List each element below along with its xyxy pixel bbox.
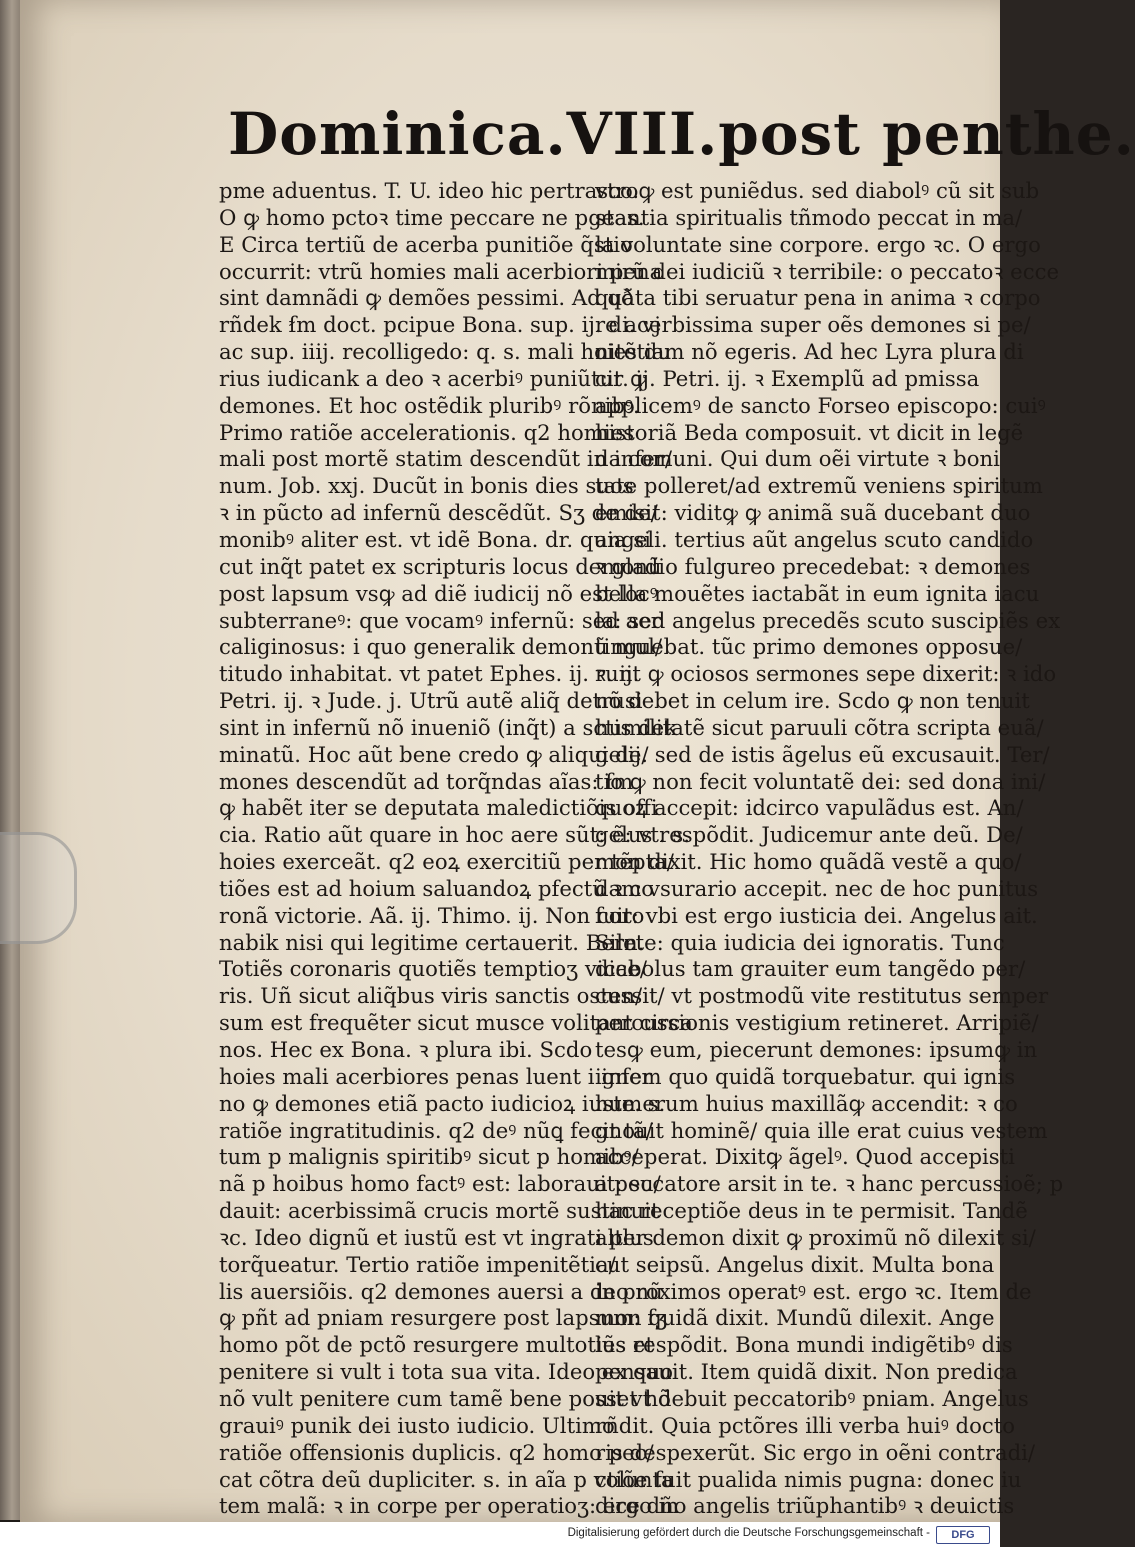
text-line: E Circa tertiũ de acerba punitiõe q̃stio <box>219 231 633 257</box>
text-line: sint in infernũ nõ inueniõ (inq̃t) a sctis dek <box>219 714 678 740</box>
text-line: gelus respõdit. Judicemur ante deũ. De/ <box>595 822 1023 848</box>
text-line: la voluntate sine corpore. ergo ꝛc. O ergo <box>595 231 1041 257</box>
text-line: dam vsurario accepit. nec de hoc punitus <box>595 875 1039 901</box>
text-line: angeli. tertius aũt angelus scuto candido <box>595 526 1034 552</box>
text-line: cit. ij. Petri. ij. ꝛ Exemplũ ad pmissa <box>595 365 980 391</box>
text-line: hac receptiõe deus in te permisit. Tandẽ <box>595 1198 1028 1224</box>
text-line: no ꝙ demones etiã pacto iudicioꝝ iuste. s. <box>219 1090 666 1116</box>
text-line: ratiõe offensionis duplicis. q2 homo pec/ <box>219 1439 654 1465</box>
footer-credit: Digitalisierung gefördert durch die Deutsche Forschungsgemeinschaft - <box>567 1527 930 1539</box>
text-line: tinguebat. tũc primo demones opposue/ <box>595 634 1023 660</box>
text-line: hoies mali acerbiores penas luent i infer <box>219 1063 653 1089</box>
text-line: demones. Et hoc ostẽdik pluribꝰ rõnibꝰ. <box>219 392 640 418</box>
text-line: a peccatore arsit in te. ꝛ hanc percussioẽ; p <box>595 1171 1064 1197</box>
text-line: emisit: viditꝙ ꝙ animã suã ducebant duo <box>595 500 1031 526</box>
text-line: stantia spiritualis tñmodo peccat in ma/ <box>595 204 1023 230</box>
book-clip <box>0 832 77 944</box>
text-line: nitẽtiam nõ egeris. Ad hec Lyra plura di <box>595 339 1024 365</box>
text-line: rñdit. Quia pctõres illi verba huiꝰ docto <box>595 1412 1015 1438</box>
text-line: grauiꝰ punik dei iusto iudicio. Ultimo <box>219 1412 615 1438</box>
text-line: num. Job. xxj. Ducũt in bonis dies suos <box>219 473 634 499</box>
text-line: alter demon dixit ꝙ proximũ nõ dilexit si/ <box>595 1224 1036 1250</box>
text-line: tem malã: ꝛ in corpe per operatioʒ: ergo in <box>219 1493 680 1519</box>
text-line: rñdek ẜm doct. pcipue Bona. sup. ij. di. vj <box>219 312 661 338</box>
text-line: humerum huius maxillãꝙ accendit: ꝛ co <box>595 1090 1018 1116</box>
text-line: rius iudicank a deo ꝛ acerbiꝰ puniũtur ꝙ <box>219 365 646 391</box>
text-line: dauit: acerbissimã crucis mortẽ sustinuit <box>219 1198 660 1224</box>
text-line: ris despexerũt. Sic ergo in oẽni contradi/ <box>595 1439 1036 1465</box>
text-line: cut seipsũ. Angelus dixit. Multa bona <box>595 1251 995 1277</box>
text-line: ꝛ in pũcto ad infernũ descẽdũt. Sʒ de de/ <box>219 500 658 526</box>
text-line: nõ debet in celum ire. Scdo ꝙ non tenuit <box>595 688 1030 714</box>
text-line: homo põt de pctõ resurgere multotiẽs et <box>219 1332 654 1358</box>
text-line: minatũ. Hoc aũt bene credo ꝙ aliqui de/ <box>219 741 649 767</box>
text-line: ris. Uñ sicut aliq̃bus viris sanctis osten/ <box>219 983 643 1009</box>
text-line: nã p hoibus homo factꝰ est: laborauit: su/ <box>219 1171 661 1197</box>
text-line: mon dixit. Hic homo quãdã vestẽ a quo/ <box>595 849 1022 875</box>
text-line: historiã Beda composuit. vt dicit in legẽ <box>595 419 1024 445</box>
dfg-logo: DFG <box>936 1526 990 1544</box>
text-line: humilitatẽ sicut paruuli cõtra scripta euã/ <box>595 714 1044 740</box>
text-line: nabik nisi qui legitime certauerit. Bern. <box>219 929 645 955</box>
text-line: ꝛ gladio fulgureo precedebat: ꝛ demones <box>595 553 1031 579</box>
text-line: subterraneꝰ: que vocamꝰ infernũ: sed aer <box>219 607 661 633</box>
text-line: occurrit: vtrũ homies mali acerbiori pena <box>219 258 663 284</box>
text-line: cia. Ratio aũt quare in hoc aere sũt: ẽ: vt. s. <box>219 822 690 848</box>
footer-bar <box>0 1522 1000 1547</box>
text-line: sint damnãdi ꝙ demões pessimi. Ad qð <box>219 285 634 311</box>
text-line: ac sup. iiij. recolligedo: q. s. mali hoies du <box>219 339 671 365</box>
right-text-column <box>595 178 1064 1520</box>
text-line: gnouit hominẽ/ quia ille erat cuius vestem <box>595 1117 1048 1143</box>
text-line: tum p malignis spiritibꝰ sicut p homibꝰ/ <box>219 1144 639 1170</box>
text-line: pme aduentus. T. U. ideo hic pertrasco. <box>219 178 640 203</box>
text-line: vtroꝙ est puniẽdus. sed diabolꝰ cũ sit sub <box>595 178 1040 203</box>
text-line: hoies exerceãt. q2 eoꝝ exercitiũ per tẽpta/ <box>219 849 674 875</box>
text-line: lis auersiõis. q2 demones auersi a deo nũ <box>219 1278 663 1304</box>
text-line: O ꝙ homo pctoꝛ time peccare ne pgeas. <box>219 204 645 230</box>
text-line: runt ꝙ ociosos sermones sepe dixerit: ꝛ ido <box>595 661 1057 687</box>
text-line: pensauit. Item quidã dixit. Non predica <box>595 1359 1018 1385</box>
text-line: caliginosus: i quo generalik demonũ mul/ <box>219 634 663 660</box>
text-line: gelij. sed de istis ãgelus eũ excusauit. Ter/ <box>595 741 1050 767</box>
text-line: cat cõtra deũ dupliciter. s. in aĩa p volunta <box>219 1466 674 1492</box>
text-line: tesꝙ eum, piecerunt demones: ipsumꝙ in <box>595 1037 1038 1062</box>
text-line: la: sed angelus precedẽs scuto suscipiẽs ex <box>595 607 1061 633</box>
text-line: nõ vult penitere cum tamẽ bene posset hõ <box>219 1385 671 1411</box>
text-line: dice dño angelis triũphantibꝰ ꝛ deuictis <box>595 1493 1015 1519</box>
text-line: Petri. ij. ꝛ Jude. j. Utrũ autẽ aliq̃ detrusi <box>219 688 643 714</box>
text-line: applicemꝰ de sancto Forseo episcopo: cuiꝰ <box>595 392 1046 418</box>
page-title: Dominica.VIII.post penthe. <box>228 100 1135 168</box>
text-line: da comuni. Qui dum oẽi virtute ꝛ boni <box>595 446 1000 472</box>
text-line: monibꝰ aliter est. vt idẽ Bona. dr. quia si <box>219 526 651 552</box>
text-line: fuit: vbi est ergo iusticia dei. Angelus ait. <box>595 902 1038 928</box>
text-line: mones descendũt ad torq̃ndas aĩas: ẜm <box>219 768 634 794</box>
text-line: ꝙ pñt ad pniam resurgere post lapsum: ſʒ <box>219 1305 667 1331</box>
text-line: mirũ dei iudiciũ ꝛ terribile: o peccatoꝛ ecce <box>595 258 1059 284</box>
text-line: sum est frequẽter sicut musce volitant circa <box>219 1010 693 1036</box>
text-line: in proximos operatꝰ est. ergo ꝛc. Item de <box>595 1278 1032 1304</box>
text-line: mali post mortẽ statim descendũt in infer/ <box>219 446 673 472</box>
text-line: ignem quo quidã torquebatur. qui ignis <box>595 1063 1016 1089</box>
text-line: quãta tibi seruatur pena in anima ꝛ corpo <box>595 285 1041 311</box>
text-line: cussit/ vt postmodũ vite restitutus semper <box>595 983 1049 1009</box>
text-line: tio ꝙ non fecit voluntatẽ dei: sed dona ini/ <box>595 768 1046 794</box>
text-line: cut inq̃t patet ex scripturis locus demonũ <box>219 553 662 579</box>
text-line: lus respõdit. Bona mundi indigẽtibꝰ dis <box>595 1332 1013 1358</box>
text-line: Totiẽs coronaris quotiẽs temptioʒ vicce/ <box>219 956 647 982</box>
text-line: tate polleret/ad extremũ veniens spiritum <box>595 473 1043 499</box>
text-line: uit vt debuit peccatoribꝰ pniam. Angelus <box>595 1385 1029 1411</box>
text-line: Primo ratiõe accelerationis. q2 homies <box>219 419 635 445</box>
text-line: acceperat. Dixitꝙ ãgelꝰ. Quod accepisti <box>595 1144 1015 1170</box>
text-line: percussionis vestigium retineret. Arripiẽ/ <box>595 1010 1039 1036</box>
text-line: quoꝝ accepit: idcirco vapulãdus est. An/ <box>595 795 1024 821</box>
left-text-column <box>219 178 693 1520</box>
text-line: ꝛc. Ideo dignũ et iustũ est vt ingrati plus <box>219 1224 654 1250</box>
text-line: tiões est ad hoium saluandoꝝ pfectũ ꝛ co <box>219 875 655 901</box>
text-line: diabolus tam grauiter eum tangẽdo per/ <box>595 956 1026 982</box>
text-line: Silete: quia iudicia dei ignoratis. Tunc <box>595 929 1005 955</box>
text-line: torq̃ueatur. Tertio ratiõe impenitẽtia/ <box>219 1251 616 1277</box>
text-line: mon quidã dixit. Mundũ dilexit. Ange <box>595 1305 995 1331</box>
text-line: ꝙ habẽt iter se deputata maledictiõis offi <box>219 795 658 821</box>
text-line: penitere si vult i tota sua vita. Ideo ex quo <box>219 1359 674 1385</box>
text-line: ronã victorie. Aã. ij. Thimo. ij. Non coro <box>219 902 645 928</box>
text-line: post lapsum vsꝙ ad diẽ iudicij nõ est locꝰ <box>219 580 658 606</box>
text-line: bella mouẽtes iactabãt in eum ignita iacu <box>595 580 1040 606</box>
text-line: ratiõe ingratitudinis. q2 deꝰ nũꝗ fecit tã/ <box>219 1117 653 1143</box>
text-line: titudo inhabitat. vt patet Ephes. ij. ꝛ. ij. <box>219 661 640 687</box>
text-line: nos. Hec ex Bona. ꝛ plura ibi. Scdo <box>219 1037 593 1062</box>
text-line: re acerbissima super oẽs demones si pe/ <box>595 312 1031 338</box>
text-line: ctiõe fuit pualida nimis pugna: donec iu <box>595 1466 1022 1492</box>
